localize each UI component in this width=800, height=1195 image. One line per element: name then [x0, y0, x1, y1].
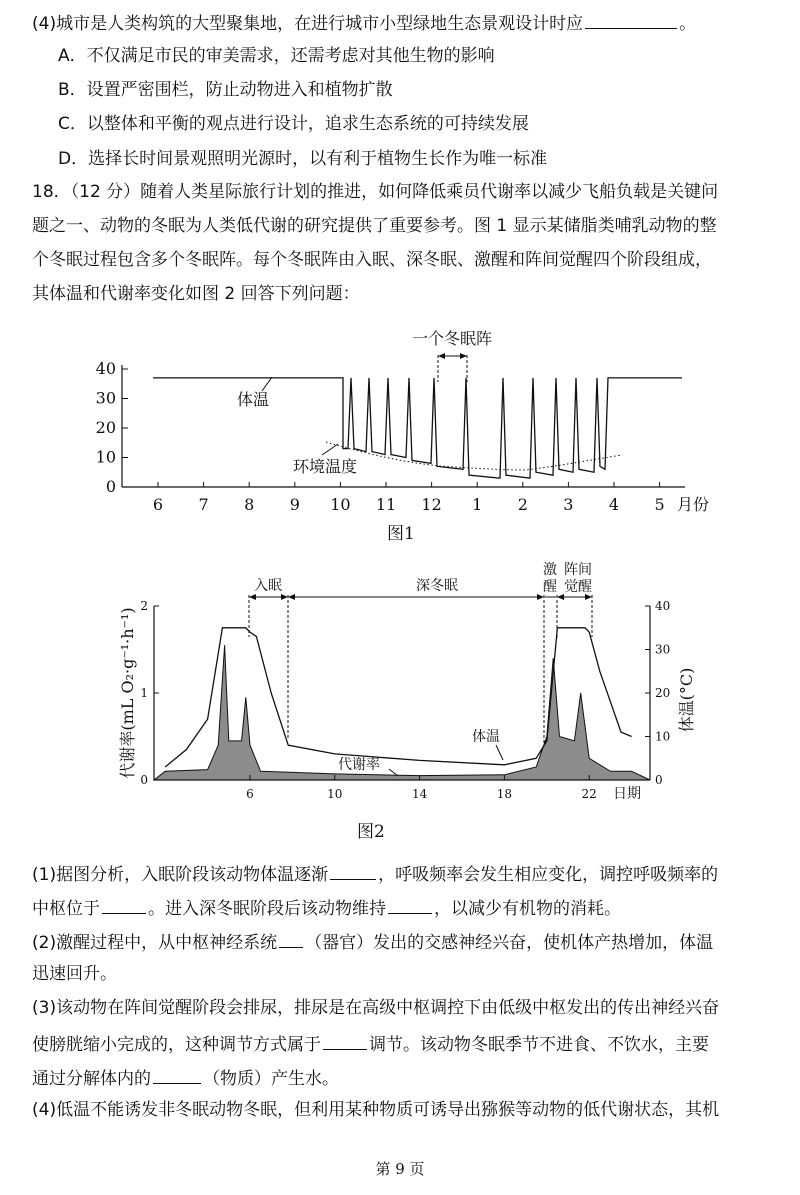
answer-blank[interactable]	[323, 1031, 367, 1050]
fig2-right-tick-label: 30	[655, 642, 671, 657]
fig1-ytick-label: 20	[95, 418, 116, 437]
phase-label-arousal-1: 激	[543, 562, 557, 578]
fig1-top-label: 一个冬眠阵	[411, 329, 493, 348]
phase-label-entry: 入眠	[254, 578, 282, 594]
fig1-xtick-label: 10	[330, 495, 351, 514]
fig1-xtick-label: 2	[517, 495, 528, 514]
fig1-body-label: 体温	[237, 390, 270, 409]
fig1-arrowhead-left	[438, 353, 445, 359]
q18-1-line1: (1)据图分析，入眠阶段该动物体温逐渐 ，呼吸频率会发生相应变化，调控呼吸频率的	[32, 861, 718, 886]
fig2-xtick-label: 10	[327, 787, 343, 801]
fig2-left-axis-label: 代谢率(mL O₂·g⁻¹·h⁻¹)	[118, 607, 137, 779]
fig1-x-unit: 月份	[677, 495, 710, 514]
answer-blank[interactable]	[388, 895, 432, 914]
q18-3-line2: 使膀胱缩小完成的，这种调节方式属于 调节。该动物冬眠季节不进食、不饮水，主要	[32, 1031, 709, 1056]
fig2-xtick-label: 22	[581, 787, 597, 801]
fig1-arrowhead-right	[460, 353, 467, 359]
fig2-right-tick-label: 20	[655, 686, 671, 700]
phase-label-interbout-2: 觉醒	[564, 579, 592, 595]
figure1-chart	[90, 323, 730, 518]
option-c[interactable]: C．以整体和平衡的观点进行设计，追求生态系统的可持续发展	[58, 114, 529, 134]
fig1-xtick-label: 3	[563, 495, 574, 514]
fig1-ytick-label: 40	[95, 359, 116, 378]
fig1-xtick-label: 1	[472, 495, 483, 514]
fig1-xtick-label: 4	[608, 495, 620, 514]
fig1-xtick-label: 8	[244, 495, 255, 514]
fig2-metabolic-label: 代谢率	[338, 757, 380, 773]
fig2-right-axis-label: 体温(°C)	[677, 667, 696, 733]
fig1-body-temp-line	[153, 378, 682, 478]
q18-intro-line: 题之一、动物的冬眠为人类低代谢的研究提供了重要参考。图 1 显示某储脂类哺乳动物的整	[32, 216, 717, 236]
page-number: 第 9 页	[375, 1160, 425, 1178]
answer-blank[interactable]	[153, 1065, 201, 1084]
figure2-caption: 图2	[357, 822, 385, 842]
fig1-xtick-label: 6	[152, 495, 164, 514]
fig1-body-leader	[262, 377, 272, 391]
fig2-xtick-label: 18	[496, 787, 513, 801]
fig1-ytick-label: 30	[95, 388, 116, 408]
option-b[interactable]: B．设置严密围栏，防止动物进入和植物扩散	[58, 80, 393, 100]
q18-2-line1: (2)激醒过程中，从中枢神经系统 （器官）发出的交感神经兴奋，使机体产热增加，体温	[32, 929, 713, 954]
fig1-xtick-label: 11	[375, 495, 397, 514]
q18-3-line1: (3)该动物在阵间觉醒阶段会排尿，排尿是在高级中枢调控下由低级中枢发出的传出神经兴奋	[32, 998, 720, 1018]
figure1-caption: 图1	[387, 524, 415, 544]
q18-1-line2: 中枢位于 。进入深冬眠阶段后该动物维持 ，以减少有机物的消耗。	[32, 895, 621, 920]
fig2-left-tick-label: 1	[140, 686, 148, 700]
answer-blank[interactable]	[279, 929, 303, 948]
fig2-left-tick-label: 2	[140, 599, 148, 613]
answer-blank[interactable]	[102, 895, 146, 914]
fig2-right-tick-label: 10	[655, 729, 671, 744]
answer-blank[interactable]	[330, 861, 376, 880]
figure2-chart	[110, 560, 700, 810]
phase-label-deep: 深冬眠	[416, 578, 458, 594]
fig2-body-leader	[496, 745, 503, 760]
fig2-right-tick-label: 0	[655, 773, 663, 787]
fig1-env-label: 环境温度	[293, 457, 358, 476]
q18-intro-line: 其体温和代谢率变化如图 2 回答下列问题：	[32, 284, 360, 304]
option-d[interactable]: D．选择长时间景观照明光源时，以有利于植物生长作为唯一标准	[58, 149, 548, 169]
fig1-ytick-label: 0	[105, 477, 116, 496]
q18-intro-line: 18．（12 分）随着人类星际旅行计划的推进，如何降低乘员代谢率以减少飞船负载是关键问	[32, 182, 719, 202]
fig2-metabolic-area	[154, 645, 650, 780]
q18-2-line2: 迅速回升。	[32, 964, 117, 984]
phase-label-interbout-1: 阵间	[564, 562, 592, 578]
fig2-left-tick-label: 0	[140, 773, 148, 787]
q17-4-stem: (4)城市是人类构筑的大型聚集地，在进行城市小型绿地生态景观设计时应 。	[32, 10, 696, 35]
fig1-xtick-label: 7	[198, 495, 209, 514]
fig1-xtick-label: 5	[654, 495, 665, 514]
fig2-xtick-label: 14	[411, 787, 428, 801]
fig1-xtick-label: 9	[289, 495, 300, 514]
q18-3-line3: 通过分解体内的 （物质）产生水。	[32, 1065, 339, 1090]
phase-label-arousal-2: 醒	[543, 579, 557, 595]
fig1-ytick-label: 10	[95, 447, 116, 467]
fig2-right-tick-label: 40	[655, 599, 671, 613]
option-a[interactable]: A．不仅满足市民的审美需求，还需考虑对其他生物的影响	[58, 46, 495, 66]
fig1-env-leader	[322, 444, 338, 455]
fig2-body-label: 体温	[472, 729, 500, 745]
q18-intro-line: 个冬眠过程包含多个冬眠阵。每个冬眠阵由入眠、深冬眠、激醒和阵间觉醒四个阶段组成，	[32, 250, 712, 270]
fig2-xtick-label: 6	[246, 787, 254, 801]
fig2-x-unit: 日期	[613, 786, 641, 802]
fig1-xtick-label: 12	[421, 495, 442, 514]
q18-4-line1: (4)低温不能诱发非冬眠动物冬眠，但利用某种物质可诱导出猕猴等动物的低代谢状态，其机	[32, 1100, 720, 1120]
answer-blank[interactable]	[585, 10, 677, 29]
